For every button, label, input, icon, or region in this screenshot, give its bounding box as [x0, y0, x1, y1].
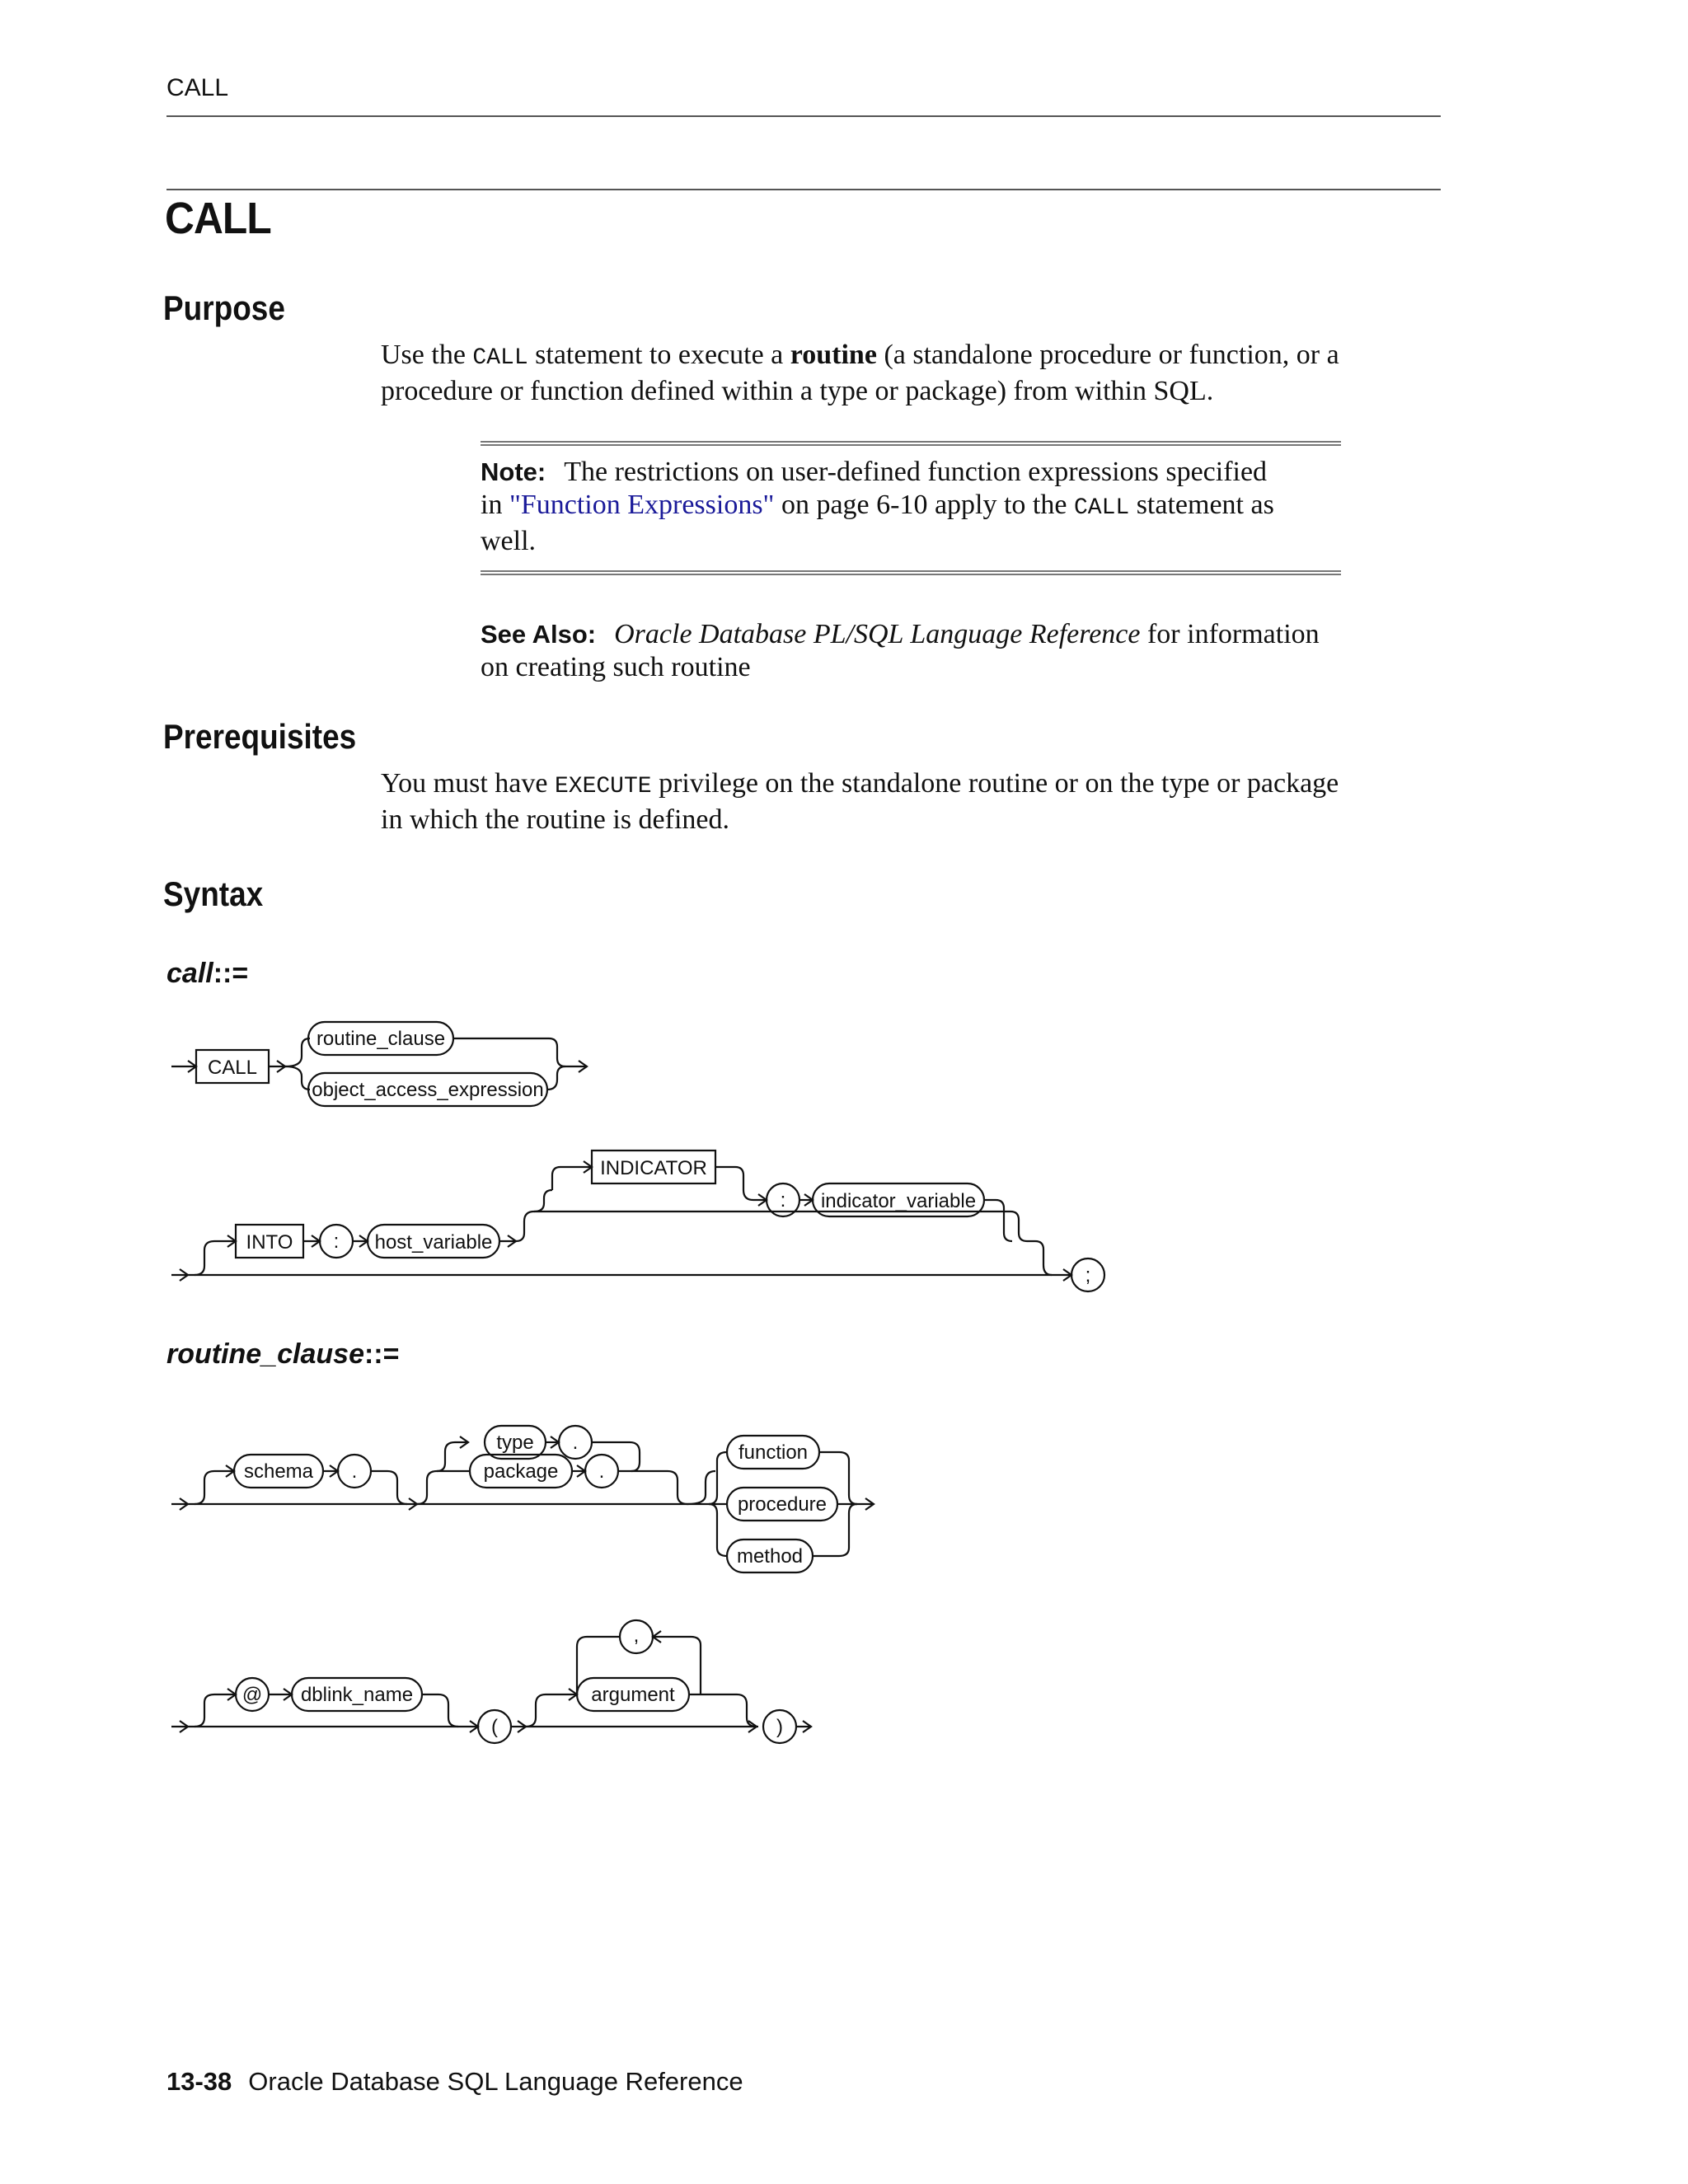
comma-node: , — [633, 1624, 640, 1647]
function-node: function — [738, 1441, 809, 1464]
right-paren-node: ) — [776, 1716, 783, 1738]
prerequisites-heading: Prerequisites — [163, 717, 357, 756]
header-rule — [166, 115, 1441, 117]
schema-node: schema — [243, 1460, 314, 1483]
see-also: See Also: Oracle Database PL/SQL Language Reference for information on creating such routine — [481, 619, 1320, 682]
call-syntax-diagram — [0, 989, 1688, 1319]
dot-node: . — [351, 1460, 358, 1483]
semicolon-node: ; — [1085, 1264, 1091, 1286]
routine-clause-node: routine_clause — [316, 1028, 446, 1050]
object-access-expression-node: object_access_expression — [312, 1079, 544, 1101]
note-top-rule — [481, 441, 1341, 446]
book-reference: Oracle Database PL/SQL Language Reference — [614, 619, 1141, 649]
note-label: Note: — [481, 457, 546, 486]
purpose-heading: Purpose — [163, 288, 285, 327]
routine-clause-rule-title: routine_clause::= — [166, 1338, 400, 1370]
running-head: CALL — [166, 74, 229, 101]
page-footer — [166, 2067, 743, 2097]
package-node: package — [483, 1460, 559, 1483]
host-variable-node: host_variable — [374, 1231, 493, 1254]
note-box: Note: The restrictions on user-defined function expressions specified in "Function Expressions" on page 6-10 apply to the CALL statement as well. — [481, 457, 1274, 556]
routine-clause-syntax-diagram — [0, 1385, 1688, 1764]
method-node: method — [736, 1545, 804, 1568]
left-paren-node: ( — [491, 1716, 498, 1738]
purpose-paragraph: Use the CALL statement to execute a routine (a standalone procedure or function, or a procedure or function defined within a type or package) from within SQL. — [381, 340, 1339, 406]
procedure-node: procedure — [737, 1493, 828, 1516]
colon-node: : — [333, 1230, 340, 1253]
into-keyword: INTO — [246, 1231, 293, 1254]
colon-node-2: : — [780, 1189, 786, 1212]
call-keyword: CALL — [207, 1057, 258, 1079]
syntax-heading: Syntax — [163, 874, 264, 913]
at-node: @ — [241, 1684, 263, 1706]
page-number: 13-38 — [166, 2067, 232, 2096]
prerequisites-paragraph: You must have EXECUTE privilege on the standalone routine or on the type or package in which the routine is defined. — [381, 768, 1339, 835]
call-rule-title: call::= — [166, 958, 249, 989]
type-node: type — [496, 1432, 534, 1454]
dot-node-2: . — [572, 1432, 579, 1454]
dblink-name-node: dblink_name — [300, 1684, 414, 1706]
indicator-keyword: INDICATOR — [600, 1157, 707, 1179]
note-bottom-rule — [481, 570, 1341, 575]
function-expressions-link[interactable]: "Function Expressions" — [509, 490, 775, 520]
indicator-variable-node: indicator_variable — [820, 1190, 977, 1212]
page-title: CALL — [165, 194, 271, 243]
dot-node-3: . — [598, 1460, 605, 1483]
see-also-label: See Also: — [481, 620, 597, 649]
argument-node: argument — [591, 1684, 675, 1706]
title-rule — [166, 189, 1441, 190]
footer-book-title: Oracle Database SQL Language Reference — [248, 2067, 743, 2096]
